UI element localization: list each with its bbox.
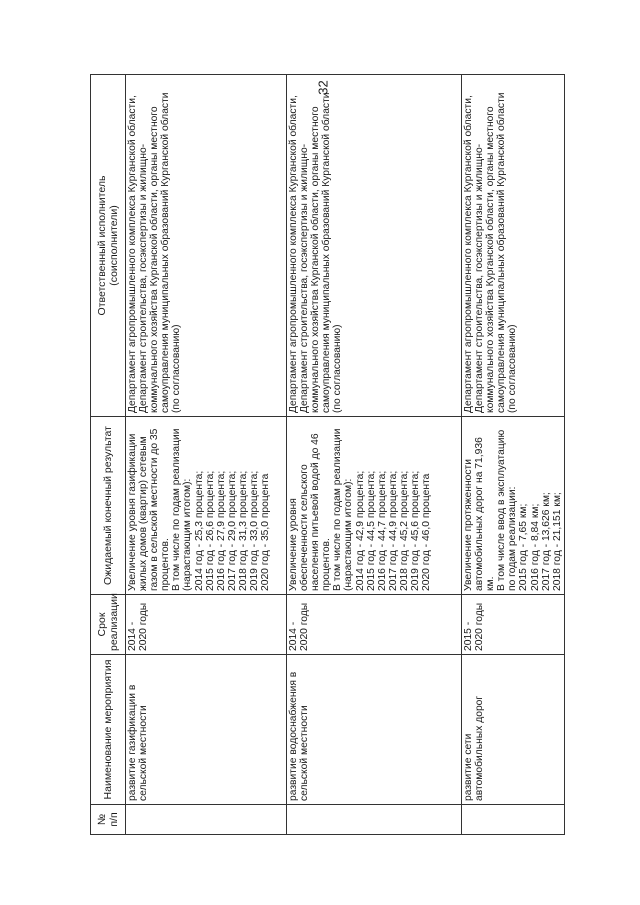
header-name: Наименование мероприятия [91,655,126,805]
cell-number [287,805,462,835]
cell-number [462,805,565,835]
cell-responsible: Департамент агропромышленного комплекса Курганской области, Департамент строительства, госэкспертизы и жилищно-коммунального хозяйства Курганской области, органы местного самоуправления муниципальных образований Курганской области (по согласованию) [462,75,565,417]
cell-responsible: Департамент агропромышленного комплекса Курганской области, Департамент строительства, госэкспертизы и жилищно-коммунального хозяйства Курганской области, органы местного самоуправления муниципальных образований Курганской области (по согласованию) [287,75,462,417]
table-row [287,75,462,835]
cell-name: развитие сети автомобильных дорог [462,655,565,805]
cell-result: Увеличение протяженности автомобильных дорог на 71,936 км. В том числе ввод в эксплуатацию по годам реализации: 2015 год - 7,65 км; 2016 год - 8,84 км; 2017 год - 13,626 км; 2018 год - 21,151 км; [462,417,565,595]
header-result: Ожидаемый конечный результат [91,417,126,595]
table-row [462,75,565,835]
cell-result: Увеличение уровня обеспеченности сельского населения питьевой водой до 46 процентов. В том числе по годам реализации (нарастающим итогом): 2014 год - 42,9 процента; 2015 год - 44,5 процента; 2016 год - 44,7 процента; 2017 год - 44,9 процента; 2018 год - 45,2 процента; 2019 год - 45,6 процента; 2020 год - 46,0 процента [287,417,462,595]
table-header-row [91,75,126,835]
measures-table [90,74,565,835]
cell-number [126,805,287,835]
cell-term: 2015 - 2020 годы [462,595,565,655]
cell-responsible: Департамент агропромышленного комплекса Курганской области, Департамент строительства, госэкспертизы и жилищно-коммунального хозяйства Курганской области, органы местного самоуправления муниципальных образований Курганской области (по согласованию) [126,75,287,417]
table-row [126,75,287,835]
cell-term: 2014 - 2020 годы [126,595,287,655]
cell-term: 2014 - 2020 годы [287,595,462,655]
header-term: Срок реализации [91,595,126,655]
cell-name: развитие газификации в сельской местности [126,655,287,805]
cell-name: развитие водоснабжения в сельской местности [287,655,462,805]
cell-result: Увеличение уровня газификации жилых домов (квартир) сетевым газом в сельской местности до 35 процентов. В том числе по годам реализации (нарастающим итогом): 2014 год - 25,3 процента; 2015 год - 26,6 процента; 2016 год - 27,9 процента; 2017 год - 29,0 процента; 2018 год - 31,3 процента; 2019 год - 33,0 процента; 2020 год - 35,0 процента [126,417,287,595]
header-number: № п/п [91,805,126,835]
page-number: 32 [315,80,331,95]
rotated-page [90,75,563,835]
header-responsible: Ответственный исполнитель (соисполнители) [91,75,126,417]
